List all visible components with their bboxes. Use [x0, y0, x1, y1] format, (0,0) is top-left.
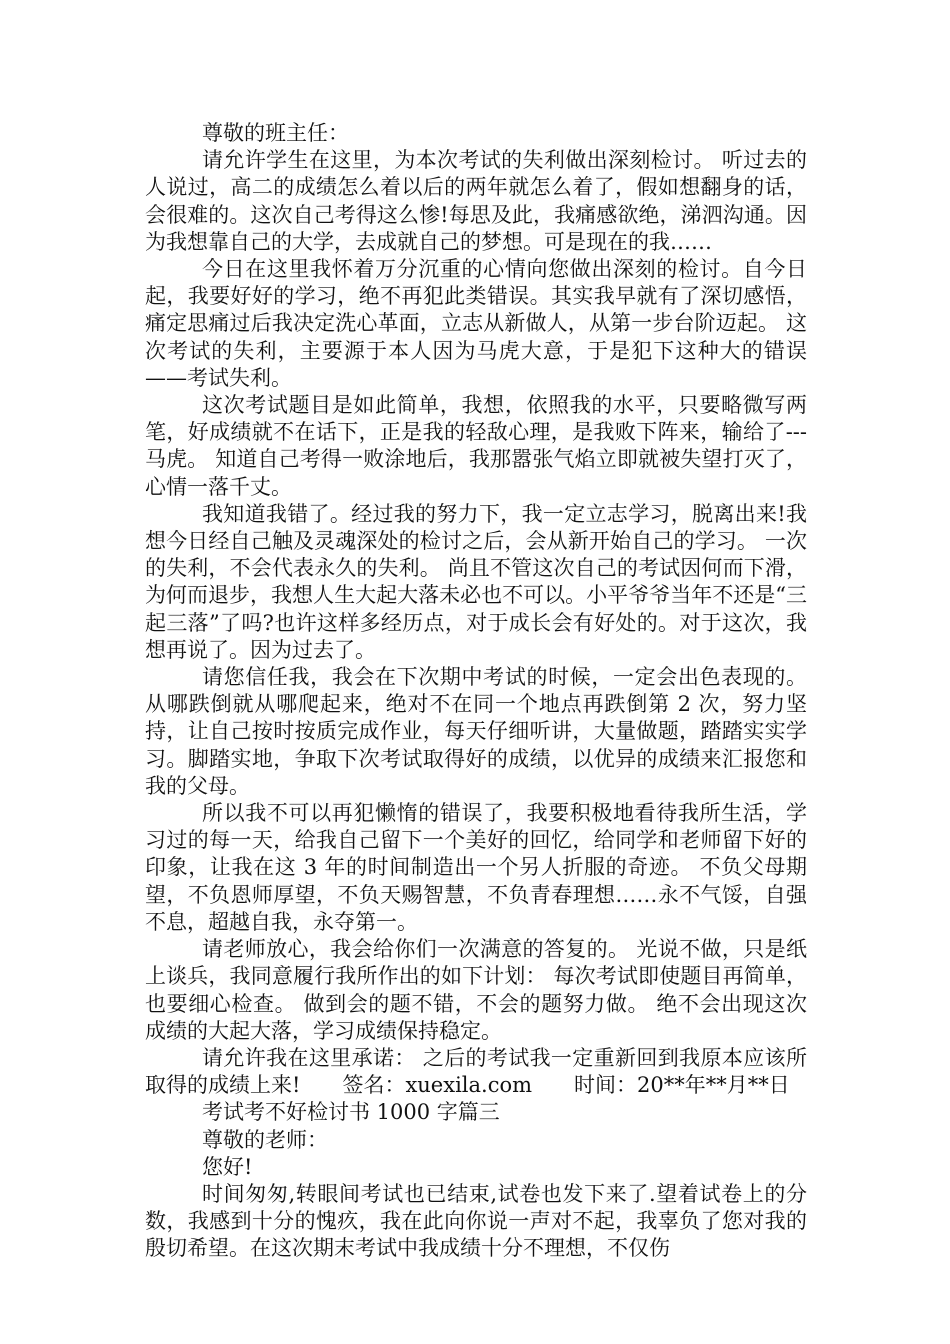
greeting: 您好!: [202, 1154, 253, 1179]
body-paragraph: 所以我不可以再犯懒惰的错误了，我要积极地看待我所生活，学习过的每一天，给我自己留下一个美好的回忆，给同学和老师留下好的印象，让我在这 3 年的时间制造出一个另人折服的奇迹。 不负父母期望，不负恩师厚望，不负天赐智慧，不负青春理想……永不气馁，自强不息，超越自我，永夺第一。: [145, 801, 807, 934]
body-paragraph: 请允许学生在这里，为本次考试的失利做出深刻检讨。 听过去的人说过，高二的成绩怎么着以后的两年就怎么着了，假如想翻身的话，会很难的。这次自己考得这么惨!每思及此，我痛感欲绝，涕泗沟通。因为我想靠自己的大学，去成就自己的梦想。可是现在的我……: [145, 148, 807, 254]
body-paragraph: 这次考试题目是如此简单，我想，依照我的水平，只要略微写两笔，好成绩就不在话下，正是我的轻敌心理，是我败下阵来，输给了---马虎。 知道自己考得一败涂地后，我那嚣张气焰立即就被失望打灭了，心情一落千丈。: [145, 393, 807, 499]
section-title: 考试考不好检讨书 1000 字篇三: [202, 1100, 500, 1125]
salutation: 尊敬的班主任：: [202, 121, 349, 145]
body-paragraph: 请老师放心，我会给你们一次满意的答复的。 光说不做，只是纸上谈兵，我同意履行我所作出的如下计划： 每次考试即使题目再简单，也要细心检查。 做到会的题不错，不会的题努力做。 绝不会出现这次成绩的大起大落，学习成绩保持稳定。: [145, 937, 807, 1043]
document-body: [145, 120, 807, 1263]
body-paragraph: 时间匆匆,转眼间考试也已结束,试卷也发下来了.望着试卷上的分数，我感到十分的愧疚，我在此向你说一声对不起，我辜负了您对我的殷切希望。在这次期末考试中我成绩十分不理想，不仅伤: [145, 1181, 807, 1261]
body-paragraph: 请您信任我，我会在下次期中考试的时候，一定会出色表现的。从哪跌倒就从哪爬起来，绝对不在同一个地点再跌倒第 2 次，努力坚持，让自己按时按质完成作业，每天仔细听讲，大量做题，踏踏实实学习。脚踏实地，争取下次考试取得好的成绩，以优异的成绩来汇报您和我的父母。: [145, 665, 807, 798]
closing-paragraph: 请允许我在这里承诺： 之后的考试我一定重新回到我原本应该所取得的成绩上来! 签名：xuexila.com 时间：20**年**月**日: [145, 1045, 807, 1098]
body-paragraph: 我知道我错了。经过我的努力下，我一定立志学习，脱离出来!我想今日经自己触及灵魂深处的检讨之后，会从新开始自己的学习。 一次的失利，不会代表永久的失利。 尚且不管这次自己的考试因何而下滑，为何而退步，我想人生大起大落未必也不可以。小平爷爷当年不还是“三起三落”了吗?也许这样多经历点，对于成长会有好处的。对于这次，我想再说了。因为过去了。: [145, 501, 807, 662]
salutation: 尊敬的老师：: [202, 1127, 328, 1152]
body-paragraph: 今日在这里我怀着万分沉重的心情向您做出深刻的检讨。自今日起，我要好好的学习，绝不再犯此类错误。其实我早就有了深切感悟，痛定思痛过后我决定洗心革面，立志从新做人，从第一步台阶迈起。 这次考试的失利，主要源于本人因为马虎大意，于是犯下这种大的错误——考试失利。: [145, 257, 807, 390]
